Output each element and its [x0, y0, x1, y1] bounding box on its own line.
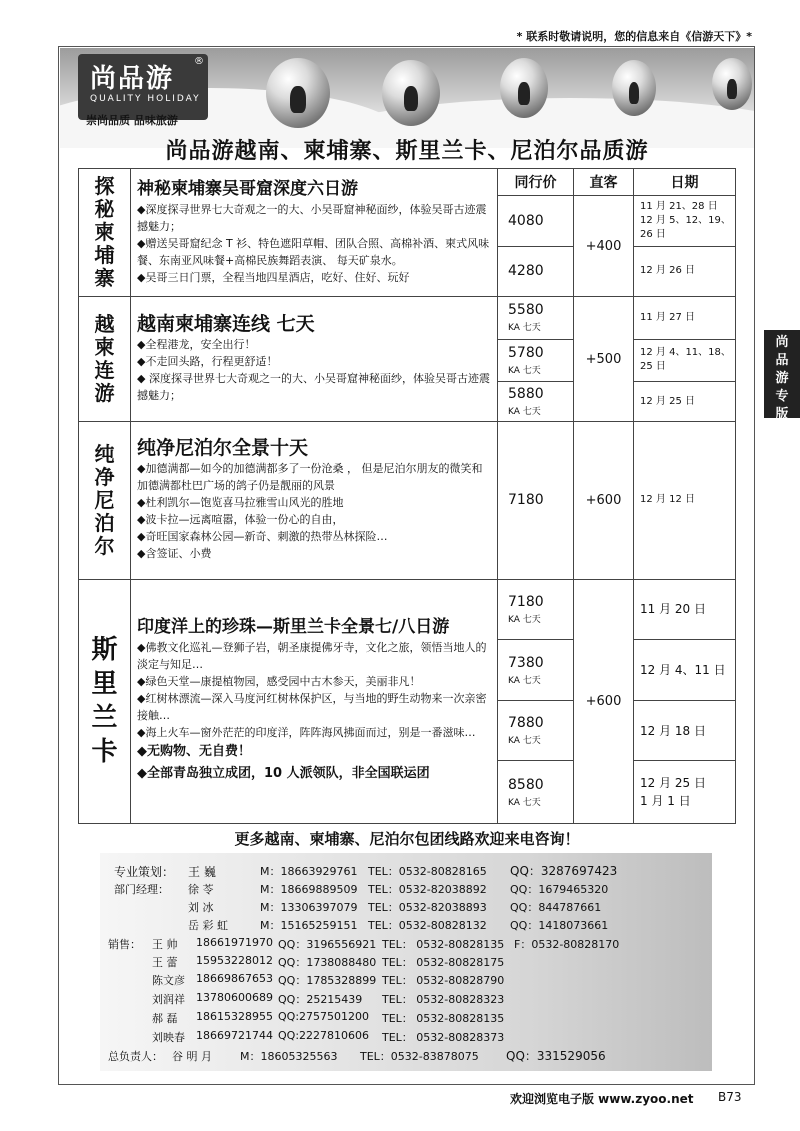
tour-title: 印度洋上的珍珠—斯里兰卡全景七/八日游	[137, 617, 450, 638]
peer-price: 7880 KA 七天	[498, 700, 574, 761]
tour-description	[131, 422, 498, 579]
tour-bullet: ◆ 深度探寻世界七大奇观之一的大、小吴哥窟神秘面纱，体验吴哥古迹震撼魅力；	[137, 372, 490, 403]
tour-title: 神秘柬埔寨吴哥窟深度六日游	[137, 179, 358, 200]
contact-qq: QQ：3196556921	[278, 938, 377, 951]
contact-name: 刘润祥	[152, 993, 185, 1006]
peer-price: 7180 KA 七天	[498, 579, 574, 640]
logo-english: QUALITY HOLIDAY	[90, 94, 201, 104]
direct-markup: +400	[574, 196, 634, 297]
contact-name: 王 帅	[152, 938, 178, 951]
peer-price: 5580 KA 七天	[498, 297, 574, 339]
peer-price: 4280	[498, 246, 574, 296]
contact-mobile: 18661971970	[196, 936, 273, 949]
header-direct: 直客	[574, 169, 634, 196]
contact-qq: QQ：1679465320	[510, 883, 609, 896]
contact-name: 王 巍	[188, 865, 216, 879]
registered-mark: ®	[194, 56, 204, 67]
contact-qq: QQ：1738088480	[278, 956, 377, 969]
contact-tel: TEL： 0532-80828790	[382, 974, 505, 987]
departure-dates: 12 月 12 日	[634, 422, 736, 579]
peer-price: 7380 KA 七天	[498, 640, 574, 701]
snow-globe-icon	[612, 60, 656, 116]
contact-name: 郝 磊	[152, 1012, 178, 1025]
header-banner	[60, 48, 754, 148]
contact-fax: F：0532-80828170	[514, 938, 620, 951]
snow-globe-icon	[266, 58, 330, 128]
contact-qq: QQ：1785328899	[278, 974, 377, 987]
snow-globe-icon	[712, 58, 752, 110]
contact-mobile: M：18663929761	[260, 865, 358, 878]
tour-bullet: ◆无购物、无自费！	[137, 744, 251, 760]
tour-bullet: ◆波卡拉—远离喧嚣，体验一份心的自由，	[137, 513, 344, 527]
peer-price: 7180	[498, 422, 574, 579]
direct-markup: +500	[574, 297, 634, 422]
contact-name: 刘映春	[152, 1031, 185, 1044]
brand-slogan: 崇尚品质 品味旅游	[86, 114, 178, 127]
sales-label: 销售：	[108, 938, 141, 951]
contact-mobile: M：13306397079	[260, 901, 358, 914]
departure-dates: 11 月 20 日	[634, 579, 736, 640]
region-vietnam-cambodia: 越 柬 连 游	[79, 297, 131, 422]
contact-mobile: M：18669889509	[260, 883, 358, 896]
side-tab: 尚 品 游 专 版	[764, 330, 800, 418]
contact-qq: QQ：331529056	[506, 1049, 606, 1063]
page-headline: 尚品游越南、柬埔寨、斯里兰卡、尼泊尔品质游	[165, 139, 649, 164]
tour-bullet: ◆杜利凯尔—饱览喜马拉雅雪山风光的胜地	[137, 496, 344, 510]
tour-bullet: ◆全程港龙，安全出行！	[137, 338, 256, 352]
contact-tel: TEL： 0532-80828135	[382, 1012, 505, 1025]
departure-dates: 12 月 25 日	[634, 381, 736, 421]
tour-bullet: ◆佛教文化巡礼—登狮子岩，朝圣康提佛牙寺，文化之旅，领悟当地人的淡定与知足…	[137, 641, 487, 672]
tour-bullet: ◆含签证、小费	[137, 547, 212, 561]
contact-tel: TEL： 0532-80828323	[382, 993, 505, 1006]
chief-label: 总负责人：	[108, 1050, 163, 1063]
departure-dates: 12 月 4、11、18、25 日	[634, 339, 736, 381]
managers-label: 部门经理：	[114, 883, 169, 896]
region-cambodia: 探 秘 柬 埔 寨	[79, 169, 131, 297]
brand-logo	[78, 54, 208, 120]
contact-box	[100, 853, 712, 1071]
tour-bullet: ◆加德满都—如今的加德满都多了一份沧桑 ， 但是尼泊尔朋友的微笑和加德满都杜巴广场的鸽子仍是靓丽的风景	[137, 462, 483, 493]
region-sri-lanka: 斯 里 兰 卡	[79, 579, 131, 823]
direct-markup: +600	[574, 579, 634, 823]
contact-mobile: 18615328955	[196, 1010, 273, 1023]
contact-name: 岳 彩 虹	[188, 919, 228, 932]
more-routes-note: 更多越南、柬埔寨、尼泊尔包团线路欢迎来电咨询！	[234, 830, 580, 848]
contact-tel: TEL： 0532-80828175	[382, 956, 505, 969]
departure-dates: 12 月 26 日	[634, 246, 736, 296]
tour-bullet: ◆全部青岛独立成团，10 人派领队，非全国联运团	[137, 766, 430, 782]
planner-label: 专业策划：	[114, 865, 175, 879]
direct-markup: +600	[574, 422, 634, 579]
peer-price: 4080	[498, 196, 574, 246]
snow-globe-icon	[500, 58, 548, 118]
contact-mobile: 18669721744	[196, 1029, 273, 1042]
contact-name: 刘 冰	[188, 901, 214, 914]
contact-qq: QQ：25215439	[278, 993, 363, 1006]
region-nepal: 纯 净 尼 泊 尔	[79, 422, 131, 579]
contact-mobile: M：18605325563	[240, 1050, 338, 1063]
logo-name: 尚品游	[90, 64, 175, 94]
contact-qq: QQ：844787661	[510, 901, 602, 914]
contact-mobile: M：15165259151	[260, 919, 358, 932]
tour-bullet: ◆深度探寻世界七大奇观之一的大、小吴哥窟神秘面纱，体验吴哥古迹震撼魅力；	[137, 203, 487, 234]
contact-tel: TEL：0532-83878075	[360, 1050, 479, 1063]
tour-description	[131, 169, 498, 297]
contact-tel: TEL： 0532-80828135	[382, 938, 505, 951]
contact-tel: TEL：0532-80828132	[368, 919, 487, 932]
tour-description	[131, 297, 498, 422]
tour-title: 越南柬埔寨连线 七天	[137, 313, 315, 336]
contact-mobile: 18669867653	[196, 972, 273, 985]
tour-bullet: ◆红树林漂流—深入马度河红树林保护区，与当地的野生动物来一次亲密接触…	[137, 692, 487, 723]
contact-tel: TEL：0532-80828165	[368, 865, 487, 878]
contact-qq: QQ：1418073661	[510, 919, 609, 932]
tour-bullet: ◆吴哥三日门票，全程当地四星酒店，吃好、住好、玩好	[137, 271, 410, 285]
tour-bullet: ◆奇旺国家森林公园—新奇、刺激的热带丛林探险…	[137, 530, 388, 544]
peer-price: 5780 KA 七天	[498, 339, 574, 381]
contact-qq: QQ:2227810606	[278, 1029, 370, 1042]
departure-dates: 12 月 25 日 1 月 1 日	[634, 761, 736, 824]
snow-globe-icon	[382, 60, 440, 126]
peer-price: 8580 KA 七天	[498, 761, 574, 824]
departure-dates: 12 月 18 日	[634, 700, 736, 761]
tour-bullet: ◆赠送吴哥窟纪念 T 衫、特色遮阳草帽、团队合照、高棉补酒、柬式风味餐、东南亚风味餐+高棉民族舞蹈表演、 每天矿泉水。	[137, 237, 490, 268]
departure-dates: 11 月 27 日	[634, 297, 736, 339]
contact-mobile: 13780600689	[196, 991, 273, 1004]
contact-name: 谷 明 月	[172, 1050, 212, 1063]
source-note: * 联系时敬请说明，您的信息来自《信游天下》*	[516, 30, 752, 43]
contact-qq: QQ:2757501200	[278, 1010, 370, 1023]
contact-mobile: 15953228012	[196, 954, 273, 967]
departure-dates: 11 月 21、28 日 12 月 5、12、19、26 日	[634, 196, 736, 246]
tour-description	[131, 579, 498, 823]
peer-price: 5880 KA 七天	[498, 381, 574, 421]
contact-tel: TEL：0532-82038892	[368, 883, 487, 896]
tour-title: 纯净尼泊尔全景十天	[137, 437, 309, 460]
footer-website: 欢迎浏览电子版 www.zyoo.net	[510, 1092, 694, 1106]
page-number: B73	[718, 1090, 742, 1104]
contact-qq: QQ：3287697423	[510, 864, 618, 878]
tour-bullet: ◆绿色天堂—康提植物园，感受园中古木参天，美丽非凡！	[137, 675, 421, 689]
tour-table	[78, 168, 736, 824]
contact-name: 陈文彦	[152, 974, 185, 987]
contact-tel: TEL： 0532-80828373	[382, 1031, 505, 1044]
departure-dates: 12 月 4、11 日	[634, 640, 736, 701]
header-peer-price: 同行价	[498, 169, 574, 196]
contact-name: 王 蕾	[152, 956, 178, 969]
tour-bullet: ◆海上火车—窗外茫茫的印度洋，阵阵海风拂面而过，别是一番滋味…	[137, 726, 476, 740]
tour-bullet: ◆不走回头路，行程更舒适！	[137, 355, 278, 369]
contact-tel: TEL：0532-82038893	[368, 901, 487, 914]
header-date: 日期	[634, 169, 736, 196]
contact-name: 徐 苓	[188, 883, 214, 896]
